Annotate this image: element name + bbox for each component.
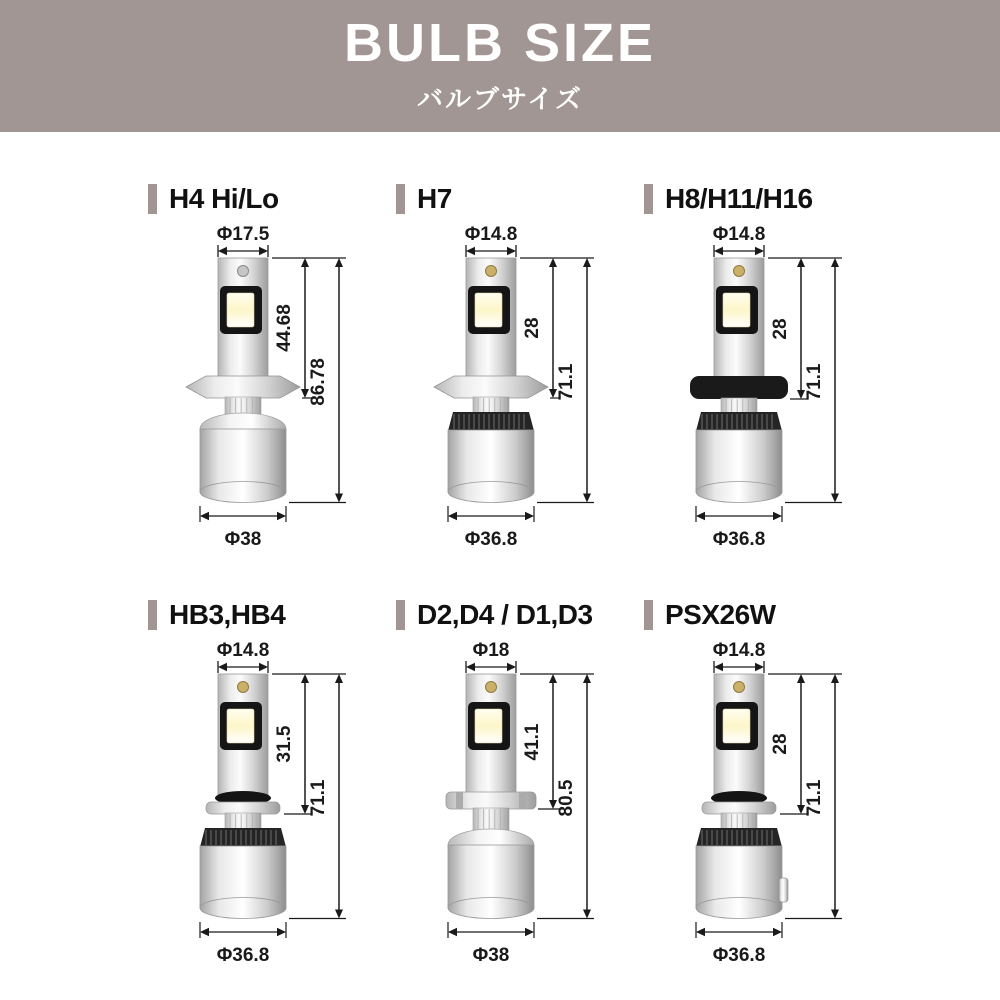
total-height-value: 71.1	[556, 363, 577, 401]
base-bottom	[448, 898, 534, 919]
upper-height-value: 28	[770, 318, 791, 340]
flange-collar	[690, 376, 788, 399]
bulb-shape	[200, 674, 286, 919]
bulb-shape	[186, 258, 300, 503]
bulb-card-d2-d4-d1-d3	[396, 598, 632, 970]
base-bottom	[200, 898, 286, 919]
heatsink-fin-lines	[702, 414, 772, 429]
screw-dot	[486, 266, 497, 277]
bulb-shape	[690, 258, 788, 503]
bulb-diagram	[396, 640, 626, 970]
heatsink-fins	[448, 412, 534, 431]
label-marker-bar	[396, 600, 405, 630]
bulb-card-h8-h11-h16	[644, 182, 880, 554]
top-diameter-value: Φ14.8	[712, 224, 766, 245]
label-marker-bar	[396, 184, 405, 214]
bulb-diagram	[396, 224, 626, 554]
top-diameter-value: Φ18	[472, 640, 510, 661]
flange-plate	[206, 802, 280, 814]
heatsink-fins	[200, 828, 286, 847]
label-marker-bar	[148, 600, 157, 630]
top-diameter-value: Φ14.8	[712, 640, 766, 661]
bulb-diagram-svg	[396, 640, 626, 970]
bulb-label-row	[396, 598, 632, 632]
base-diameter-value: Φ36.8	[712, 529, 766, 550]
base-bottom	[448, 482, 534, 503]
bulb-type-label: H8/H11/H16	[665, 183, 813, 214]
led-chip	[227, 293, 254, 327]
upper-height-value: 41.1	[522, 723, 543, 761]
bulb-label-row	[644, 182, 880, 216]
bulb-type-label: HB3,HB4	[169, 599, 286, 630]
bulb-diagram	[148, 640, 378, 970]
bulb-shape	[696, 674, 788, 919]
flange-wings	[186, 376, 300, 398]
bulb-label-row	[148, 182, 384, 216]
led-chip	[723, 709, 750, 743]
bulb-diagram-svg	[148, 640, 378, 970]
upper-height-value: 28	[770, 733, 791, 755]
top-diameter-value: Φ14.8	[216, 640, 270, 661]
bulb-diagram	[644, 640, 874, 970]
bulb-type-label: D2,D4 / D1,D3	[417, 599, 593, 630]
flange-notch	[456, 792, 463, 809]
total-height-value: 86.78	[308, 358, 329, 406]
top-diameter-value: Φ14.8	[464, 224, 518, 245]
bulb-type-label: PSX26W	[665, 599, 776, 630]
bulb-label-row	[644, 598, 880, 632]
bulb-diagram	[644, 224, 874, 554]
bulb-diagram-svg	[396, 224, 626, 554]
screw-dot	[486, 682, 497, 693]
top-diameter-value: Φ17.5	[216, 224, 270, 245]
heatsink-fins	[696, 828, 782, 847]
heatsink-fin-lines	[206, 830, 276, 845]
led-chip	[227, 709, 254, 743]
screw-dot	[734, 266, 745, 277]
bulb-diagram-svg	[148, 224, 378, 554]
heatsink-fins	[696, 412, 782, 431]
total-height-value: 80.5	[556, 779, 577, 817]
screw-dot	[238, 682, 249, 693]
base-bottom	[696, 898, 782, 919]
total-height-value: 71.1	[804, 363, 825, 401]
label-marker-bar	[644, 600, 653, 630]
bulb-card-hb3-hb4	[148, 598, 384, 970]
label-marker-bar	[148, 184, 157, 214]
bulb-diagram-svg	[644, 640, 874, 970]
bulb-grid	[0, 132, 1000, 970]
led-chip	[475, 293, 502, 327]
screw-dot	[238, 266, 249, 277]
flange-wings	[434, 376, 548, 398]
bulb-card-h4	[148, 182, 384, 554]
bulb-type-label: H7	[417, 183, 452, 214]
heatsink-fin-lines	[454, 414, 524, 429]
base-bottom	[696, 482, 782, 503]
heatsink-fin-lines	[702, 830, 772, 845]
total-height-value: 71.1	[308, 779, 329, 817]
flange-plate	[702, 802, 776, 814]
base-diameter-value: Φ36.8	[464, 529, 518, 550]
bulb-label-row	[148, 598, 384, 632]
base-tab	[779, 878, 788, 902]
base-diameter-value: Φ38	[224, 529, 262, 550]
bulb-label-row	[396, 182, 632, 216]
label-marker-bar	[644, 184, 653, 214]
header-banner	[0, 0, 1000, 132]
upper-height-value: 31.5	[274, 725, 295, 763]
bulb-card-psx26w	[644, 598, 880, 970]
bulb-diagram-svg	[644, 224, 874, 554]
base-diameter-value: Φ38	[472, 945, 510, 966]
flange-notch	[519, 792, 526, 809]
page-title: BULB SIZE	[343, 13, 656, 73]
bulb-diagram	[148, 224, 378, 554]
bulb-shape	[434, 258, 548, 503]
base-diameter-value: Φ36.8	[216, 945, 270, 966]
led-chip	[475, 709, 502, 743]
bulb-shape	[446, 674, 536, 919]
screw-dot	[734, 682, 745, 693]
led-chip	[723, 293, 750, 327]
total-height-value: 71.1	[804, 779, 825, 817]
bulb-card-h7	[396, 182, 632, 554]
base-bottom	[200, 482, 286, 503]
page-subtitle: バルブサイズ	[417, 84, 583, 114]
bulb-type-label: H4 Hi/Lo	[169, 183, 279, 214]
upper-height-value: 44.68	[274, 304, 295, 352]
upper-height-value: 28	[522, 317, 543, 339]
base-diameter-value: Φ36.8	[712, 945, 766, 966]
